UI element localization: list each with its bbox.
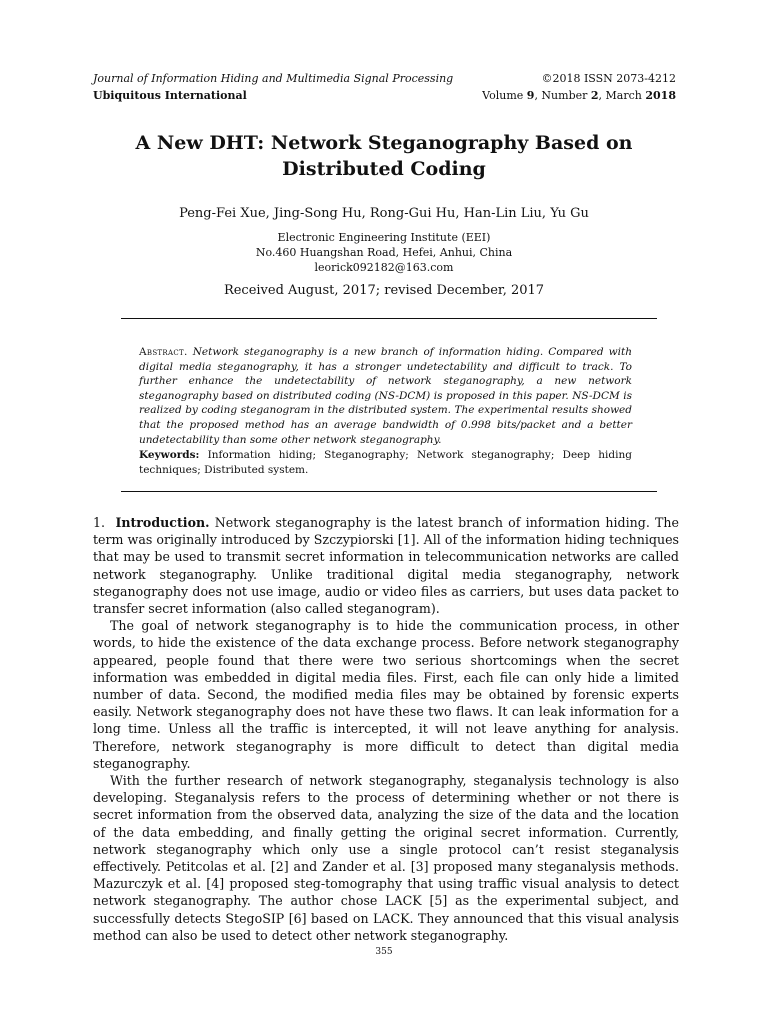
intro-paragraph-1-text: Network steganography is the latest branch of information hiding. The term was originally introduced by Szczypiorski [1]. All of the information hiding techniques that may be used to transmit secret information in telecommunication networks are called network steganography. Unlike traditional digital media steganography, network steganography does not use image, audio or video files as carriers, but uses data packet to transfer secret information (also called steganogram). <box>93 515 679 617</box>
keywords-label: Keywords: <box>139 449 200 462</box>
abstract-bottom-rule <box>121 491 657 492</box>
affiliation-block <box>60 230 708 275</box>
abstract-top-rule <box>121 318 657 319</box>
issue-number: 2 <box>590 89 599 102</box>
page-number: 355 <box>375 947 393 957</box>
abstract-block <box>139 345 632 477</box>
section-title: Introduction. <box>115 515 210 530</box>
title-line-2: Distributed Coding <box>282 158 486 180</box>
running-header-line1 <box>93 72 676 86</box>
intro-paragraph-3: With the further research of network steganography, steganalysis technology is also developing. Steganalysis refers to the process of determining whether or not there is secret information from the observed data, analyzing the size of the data and the location of the data embedding, and finally getting the original secret information. Currently, network steganography which only use a single protocol can’t resist steganalysis effectively. Petitcolas et al. [2] and Zander et al. [3] proposed many steganalysis methods. Mazurczyk et al. [4] proposed steg-tomography that using traffic visual analysis to detect network steganography. The author chose LACK [5] as the experimental subject, and successfully detects StegoSIP [6] based on LACK. They announced that this visual analysis method can also be used to detect other network steganography. <box>93 773 679 943</box>
volume-info: Volume 9, Number 2, March 2018 <box>482 89 676 102</box>
issue-year: 2018 <box>645 89 676 102</box>
received-dates: Received August, 2017; revised December, 2017 <box>223 283 545 298</box>
volume-number: 9 <box>526 89 535 102</box>
running-header-line2 <box>93 89 676 103</box>
copyright-issn: ©2018 ISSN 2073-4212 <box>541 72 676 85</box>
title-line-1: A New DHT: Network Steganography Based on <box>135 132 633 154</box>
section-number: 1. <box>93 515 106 530</box>
intro-paragraph-1 <box>93 514 679 617</box>
keywords-text: Information hiding; Steganography; Network steganography; Deep hiding techniques; Distributed system. <box>139 449 632 476</box>
body-text <box>93 514 679 944</box>
keywords-paragraph <box>139 448 632 477</box>
intro-paragraph-2: The goal of network steganography is to hide the communication process, in other words, to hide the existence of the data exchange process. Before network steganography appeared, people found that there were two serious shortcomings when the secret information was embedded in digital media files. First, each file can only hide a limited number of data. Second, the modified media files may be obtained by forensic experts easily. Network steganography does not have these two flaws. It can leak information for a long time. Unless all the traffic is intercepted, it will not leave anything for analysis. Therefore, network steganography is more difficult to detect than digital media steganography. <box>93 618 679 771</box>
affiliation-address: No.460 Huangshan Road, Hefei, Anhui, China <box>255 246 513 259</box>
publisher-name: Ubiquitous International <box>93 89 247 102</box>
abstract-paragraph <box>139 345 632 447</box>
author-list: Peng-Fei Xue, Jing-Song Hu, Rong-Gui Hu, Han-Lin Liu, Yu Gu <box>179 206 589 221</box>
abstract-text: Network steganography is a new branch of information hiding. Compared with digital media steganography, it has a stronger undetectability and difficult to track. To further enhance the undetectability of network steganography, a new network steganography based on distributed coding (NS-DCM) is proposed in this paper. NS-DCM is realized by coding steganogram in the distributed system. The experimental results showed that the proposed method has an average bandwidth of 0.998 bits/packet and a better undetectability than some other network steganography. <box>139 346 632 446</box>
abstract-label: Abstract. <box>139 346 188 358</box>
contact-email: leorick092182@163.com <box>314 261 454 274</box>
paper-title <box>60 130 708 182</box>
affiliation-institute: Electronic Engineering Institute (EEI) <box>277 231 491 244</box>
journal-name: Journal of Information Hiding and Multimedia Signal Processing <box>93 72 454 85</box>
